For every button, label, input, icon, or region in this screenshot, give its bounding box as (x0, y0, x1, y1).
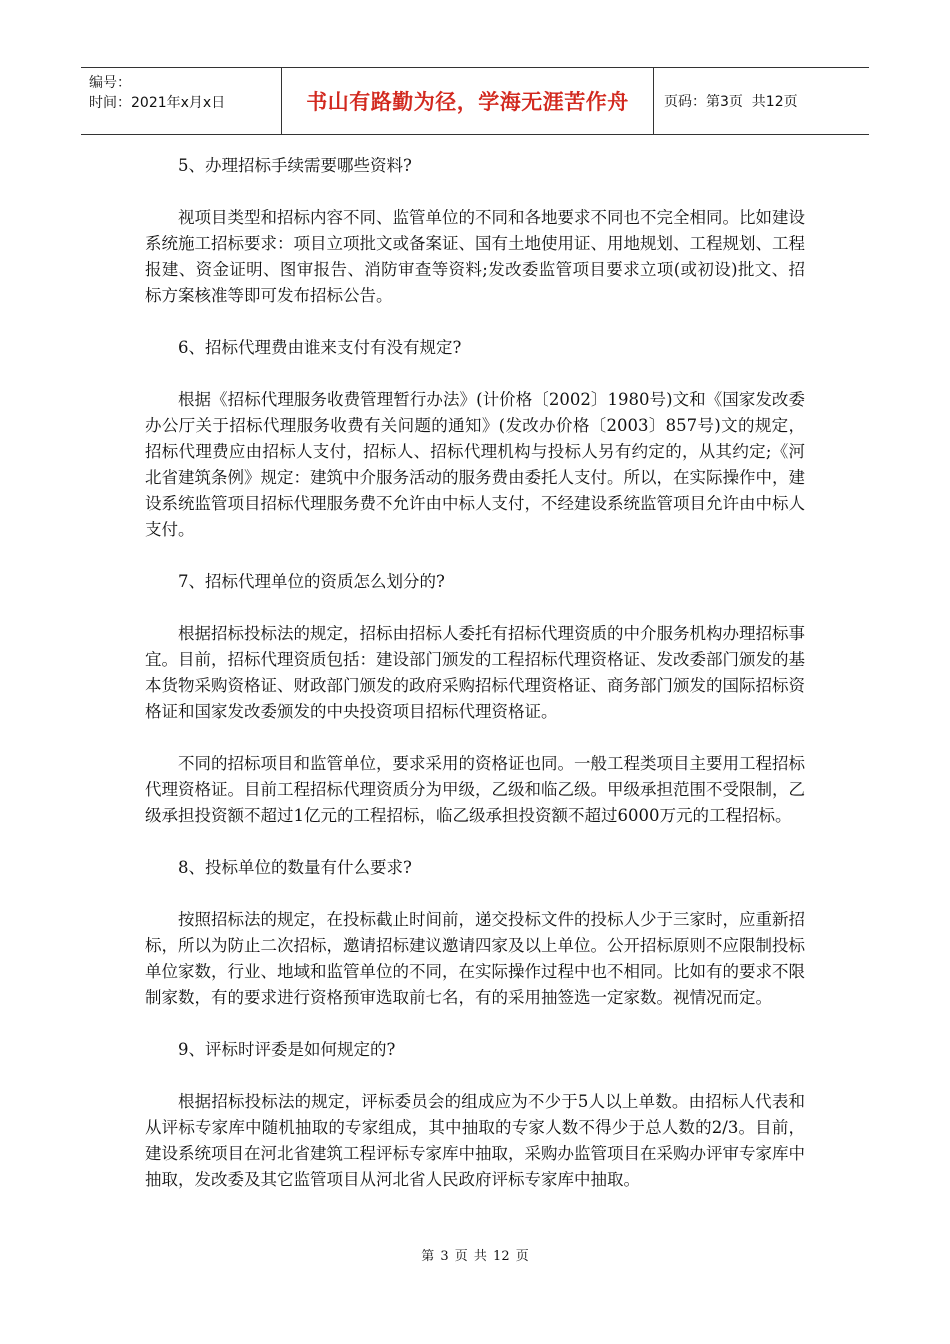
section-6 (145, 335, 805, 543)
section-8 (145, 855, 805, 1011)
question-heading: 9、评标时评委是如何规定的? (178, 1040, 396, 1059)
answer-paragraph: 根据招标投标法的规定，招标由招标人委托有招标代理资质的中介服务机构办理招标事宜。目前，招标代理资质包括：建设部门颁发的工程招标代理资格证、发改委部门颁发的基本货物采购资格证、财政部门颁发的政府采购招标代理资格证、商务部门颁发的国际招标资格证和国家发改委颁发的中央投资项目招标代理资格证。 (145, 624, 805, 721)
header-meta (81, 68, 282, 134)
answer-paragraph: 根据招标投标法的规定，评标委员会的组成应为不少于5人以上单数。由招标人代表和从评标专家库中随机抽取的专家组成，其中抽取的专家人数不得少于总人数的2/3。目前，建设系统项目在河北省建筑工程评标专家库中抽取，采购办监管项目在采购办评审专家库中抽取，发改委及其它监管项目从河北省人民政府评标专家库中抽取。 (145, 1092, 805, 1189)
answer-paragraph: 根据《招标代理服务收费管理暂行办法》(计价格〔2002〕1980号)文和《国家发改委办公厅关于招标代理服务收费有关问题的通知》(发改办价格〔2003〕857号)文的规定，招标代理费应由招标人支付，招标人、招标代理机构与投标人另有约定的，从其约定;《河北省建筑条例》规定：建筑中介服务活动的服务费由委托人支付。所以，在实际操作中，建设系统监管项目招标代理服务费不允许由中标人支付，不经建设系统监管项目允许由中标人支付。 (145, 390, 805, 539)
page-header (81, 67, 869, 135)
question-heading: 6、招标代理费由谁来支付有没有规定? (178, 338, 462, 357)
header-motto: 书山有路勤为径，学海无涯苦作舟 (282, 68, 654, 134)
header-page-info: 页码：第3页 共12页 (664, 94, 798, 110)
answer-paragraph: 不同的招标项目和监管单位，要求采用的资格证也同。一般工程类项目主要用工程招标代理资格证。目前工程招标代理资质分为甲级，乙级和临乙级。甲级承担范围不受限制，乙级承担投资额不超过1亿元的工程招标，临乙级承担投资额不超过6000万元的工程招标。 (145, 754, 805, 825)
answer-paragraph: 视项目类型和招标内容不同、监管单位的不同和各地要求不同也不完全相同。比如建设系统施工招标要求：项目立项批文或备案证、国有土地使用证、用地规划、工程规划、工程报建、资金证明、图审报告、消防审查等资料;发改委监管项目要求立项(或初设)批文、招标方案核准等即可发布招标公告。 (145, 208, 805, 305)
document-date: 时间：2021年x月x日 (89, 95, 226, 111)
page-footer: 第 3 页 共 12 页 (421, 1249, 529, 1264)
question-heading: 5、办理招标手续需要哪些资料? (178, 156, 412, 175)
section-9 (145, 1037, 805, 1193)
answer-paragraph: 按照招标法的规定，在投标截止时间前，递交投标文件的投标人少于三家时，应重新招标，所以为防止二次招标，邀请招标建议邀请四家及以上单位。公开招标原则不应限制投标单位家数，行业、地域和监管单位的不同，在实际操作过程中也不相同。比如有的要求不限制家数，有的要求进行资格预审选取前七名，有的采用抽签选一定家数。视情况而定。 (145, 910, 805, 1007)
section-5 (145, 153, 805, 309)
section-7 (145, 569, 805, 829)
question-heading: 7、招标代理单位的资质怎么划分的? (178, 572, 445, 591)
document-number-label: 编号： (89, 75, 131, 91)
question-heading: 8、投标单位的数量有什么要求? (178, 858, 412, 877)
document-body (145, 153, 805, 1219)
